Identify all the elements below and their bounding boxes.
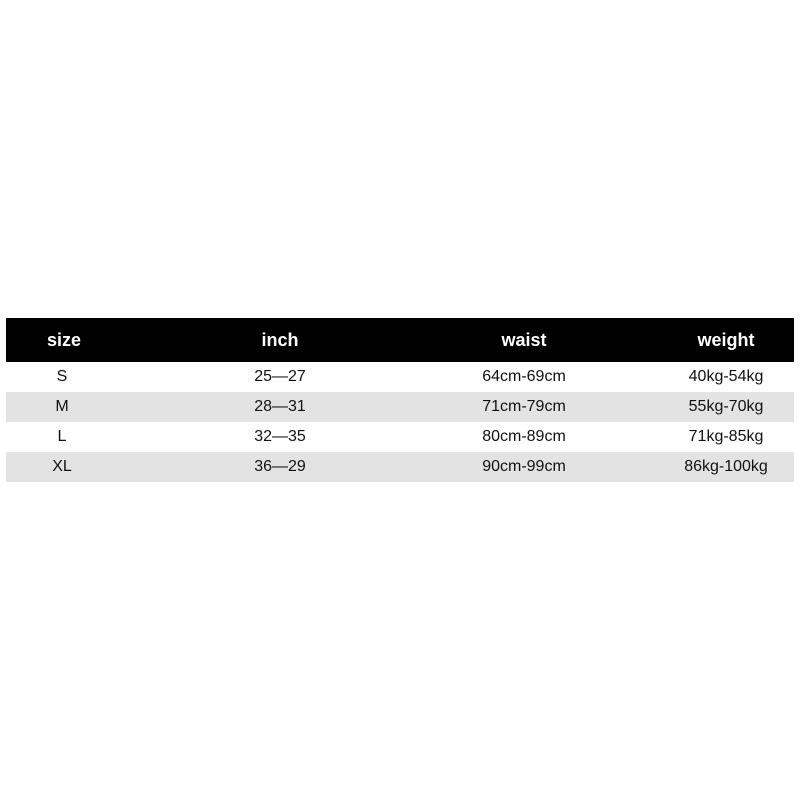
size-cell: L <box>57 428 67 445</box>
weight-cell: 86kg-100kg <box>684 458 768 475</box>
table-row <box>6 362 794 392</box>
table-header-row <box>6 318 794 362</box>
waist-cell: 71cm-79cm <box>482 398 566 415</box>
waist-cell: 64cm-69cm <box>482 368 566 385</box>
weight-cell: 71kg-85kg <box>688 428 764 445</box>
size-chart-table <box>6 318 794 482</box>
weight-cell: 40kg-54kg <box>688 368 764 385</box>
table-row <box>6 392 794 422</box>
table-row <box>6 422 794 452</box>
weight-cell: 55kg-70kg <box>688 398 764 415</box>
header-weight: weight <box>697 330 755 350</box>
size-cell: S <box>56 368 68 385</box>
inch-cell: 36—29 <box>254 458 306 475</box>
waist-cell: 80cm-89cm <box>482 428 566 445</box>
inch-cell: 28—31 <box>254 398 306 415</box>
table-row <box>6 452 794 482</box>
header-inch: inch <box>261 330 299 350</box>
header-size: size <box>46 330 82 350</box>
inch-cell: 32—35 <box>254 428 306 445</box>
waist-cell: 90cm-99cm <box>482 458 566 475</box>
inch-cell: 25—27 <box>254 368 306 385</box>
size-cell: XL <box>52 458 72 475</box>
header-waist: waist <box>501 330 547 350</box>
size-cell: M <box>55 398 69 415</box>
